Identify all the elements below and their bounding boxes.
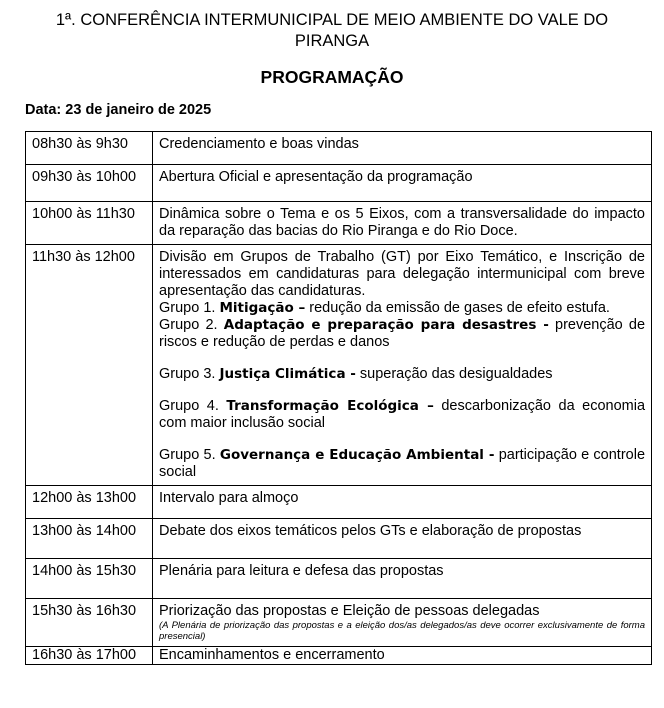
section-title: PROGRAMAÇÃO: [260, 67, 404, 87]
group-description: prevenção de riscos e redução de perdas e danos: [159, 317, 646, 350]
time-cell: 09h30 às 10h00: [26, 165, 153, 202]
activity-cell: Intervalo para almoço: [153, 486, 652, 519]
activity-cell: [153, 245, 652, 486]
working-group-4: [159, 398, 645, 432]
activity-cell: Dinâmica sobre o Tema e os 5 Eixos, com a transversalidade do impacto da reparação das bacias do Rio Piranga e do Rio Doce.: [153, 202, 652, 245]
activity-cell: Plenária para leitura e defesa das propostas: [153, 559, 652, 599]
table-row: [26, 519, 652, 559]
working-group-2: [159, 317, 645, 351]
group-prefix: Grupo 5.: [159, 447, 220, 463]
group-name: Mitigação –: [219, 300, 306, 316]
schedule-table: [25, 131, 652, 665]
time-cell: 13h00 às 14h00: [26, 519, 153, 559]
working-group-3: [159, 366, 645, 383]
document-title: 1ª. CONFERÊNCIA INTERMUNICIPAL DE MEIO AMBIENTE DO VALE DO PIRANGA: [55, 11, 609, 50]
group-description: redução da emissão de gases de efeito estufa.: [305, 300, 610, 316]
group-prefix: Grupo 2.: [159, 317, 224, 333]
working-group-1: [159, 300, 645, 317]
group-name: Governança e Educação Ambiental -: [219, 447, 495, 463]
group-prefix: Grupo 3.: [159, 366, 220, 382]
table-row: [26, 599, 652, 647]
group-description: superação das desigualdades: [355, 366, 553, 382]
activity-cell: Credenciamento e boas vindas: [153, 132, 652, 165]
group-name: Transformação Ecológica –: [226, 398, 434, 414]
activity-note: (A Plenária de priorização das propostas e a eleição dos/as delegados/as deve ocorrer exclusivamente de forma presencial): [159, 620, 645, 642]
working-group-5: [159, 447, 645, 481]
table-row: [26, 647, 652, 665]
time-cell: 10h00 às 11h30: [26, 202, 153, 245]
activity-text: Priorização das propostas e Eleição de pessoas delegadas: [159, 603, 540, 619]
time-cell: 08h30 às 9h30: [26, 132, 153, 165]
time-cell: 11h30 às 12h00: [26, 245, 153, 486]
activity-cell: [153, 599, 652, 647]
group-prefix: Grupo 4.: [159, 398, 227, 414]
time-cell: 12h00 às 13h00: [26, 486, 153, 519]
group-name: Adaptação e preparação para desastres -: [223, 317, 549, 333]
activity-cell: Encaminhamentos e encerramento: [153, 647, 652, 665]
group-description: descarbonização da economia com maior inclusão social: [159, 398, 646, 431]
group-prefix: Grupo 1.: [159, 300, 220, 316]
activity-text: Divisão em Grupos de Trabalho (GT) por Eixo Temático, e Inscrição de interessados em candidaturas para delegação intermunicipal com breve apresentação das candidaturas.: [159, 249, 645, 299]
time-cell: 16h30 às 17h00: [26, 647, 153, 665]
table-row: [26, 132, 652, 165]
time-cell: 15h30 às 16h30: [26, 599, 153, 647]
group-name: Justiça Climática -: [219, 366, 356, 382]
group-description: participação e controle social: [159, 447, 646, 480]
activity-cell: Abertura Oficial e apresentação da programação: [153, 165, 652, 202]
event-date: Data: 23 de janeiro de 2025: [25, 102, 212, 118]
table-row: [26, 559, 652, 599]
table-row: [26, 165, 652, 202]
table-row: [26, 486, 652, 519]
table-row: [26, 202, 652, 245]
activity-cell: Debate dos eixos temáticos pelos GTs e elaboração de propostas: [153, 519, 652, 559]
table-row: [26, 245, 652, 486]
time-cell: 14h00 às 15h30: [26, 559, 153, 599]
